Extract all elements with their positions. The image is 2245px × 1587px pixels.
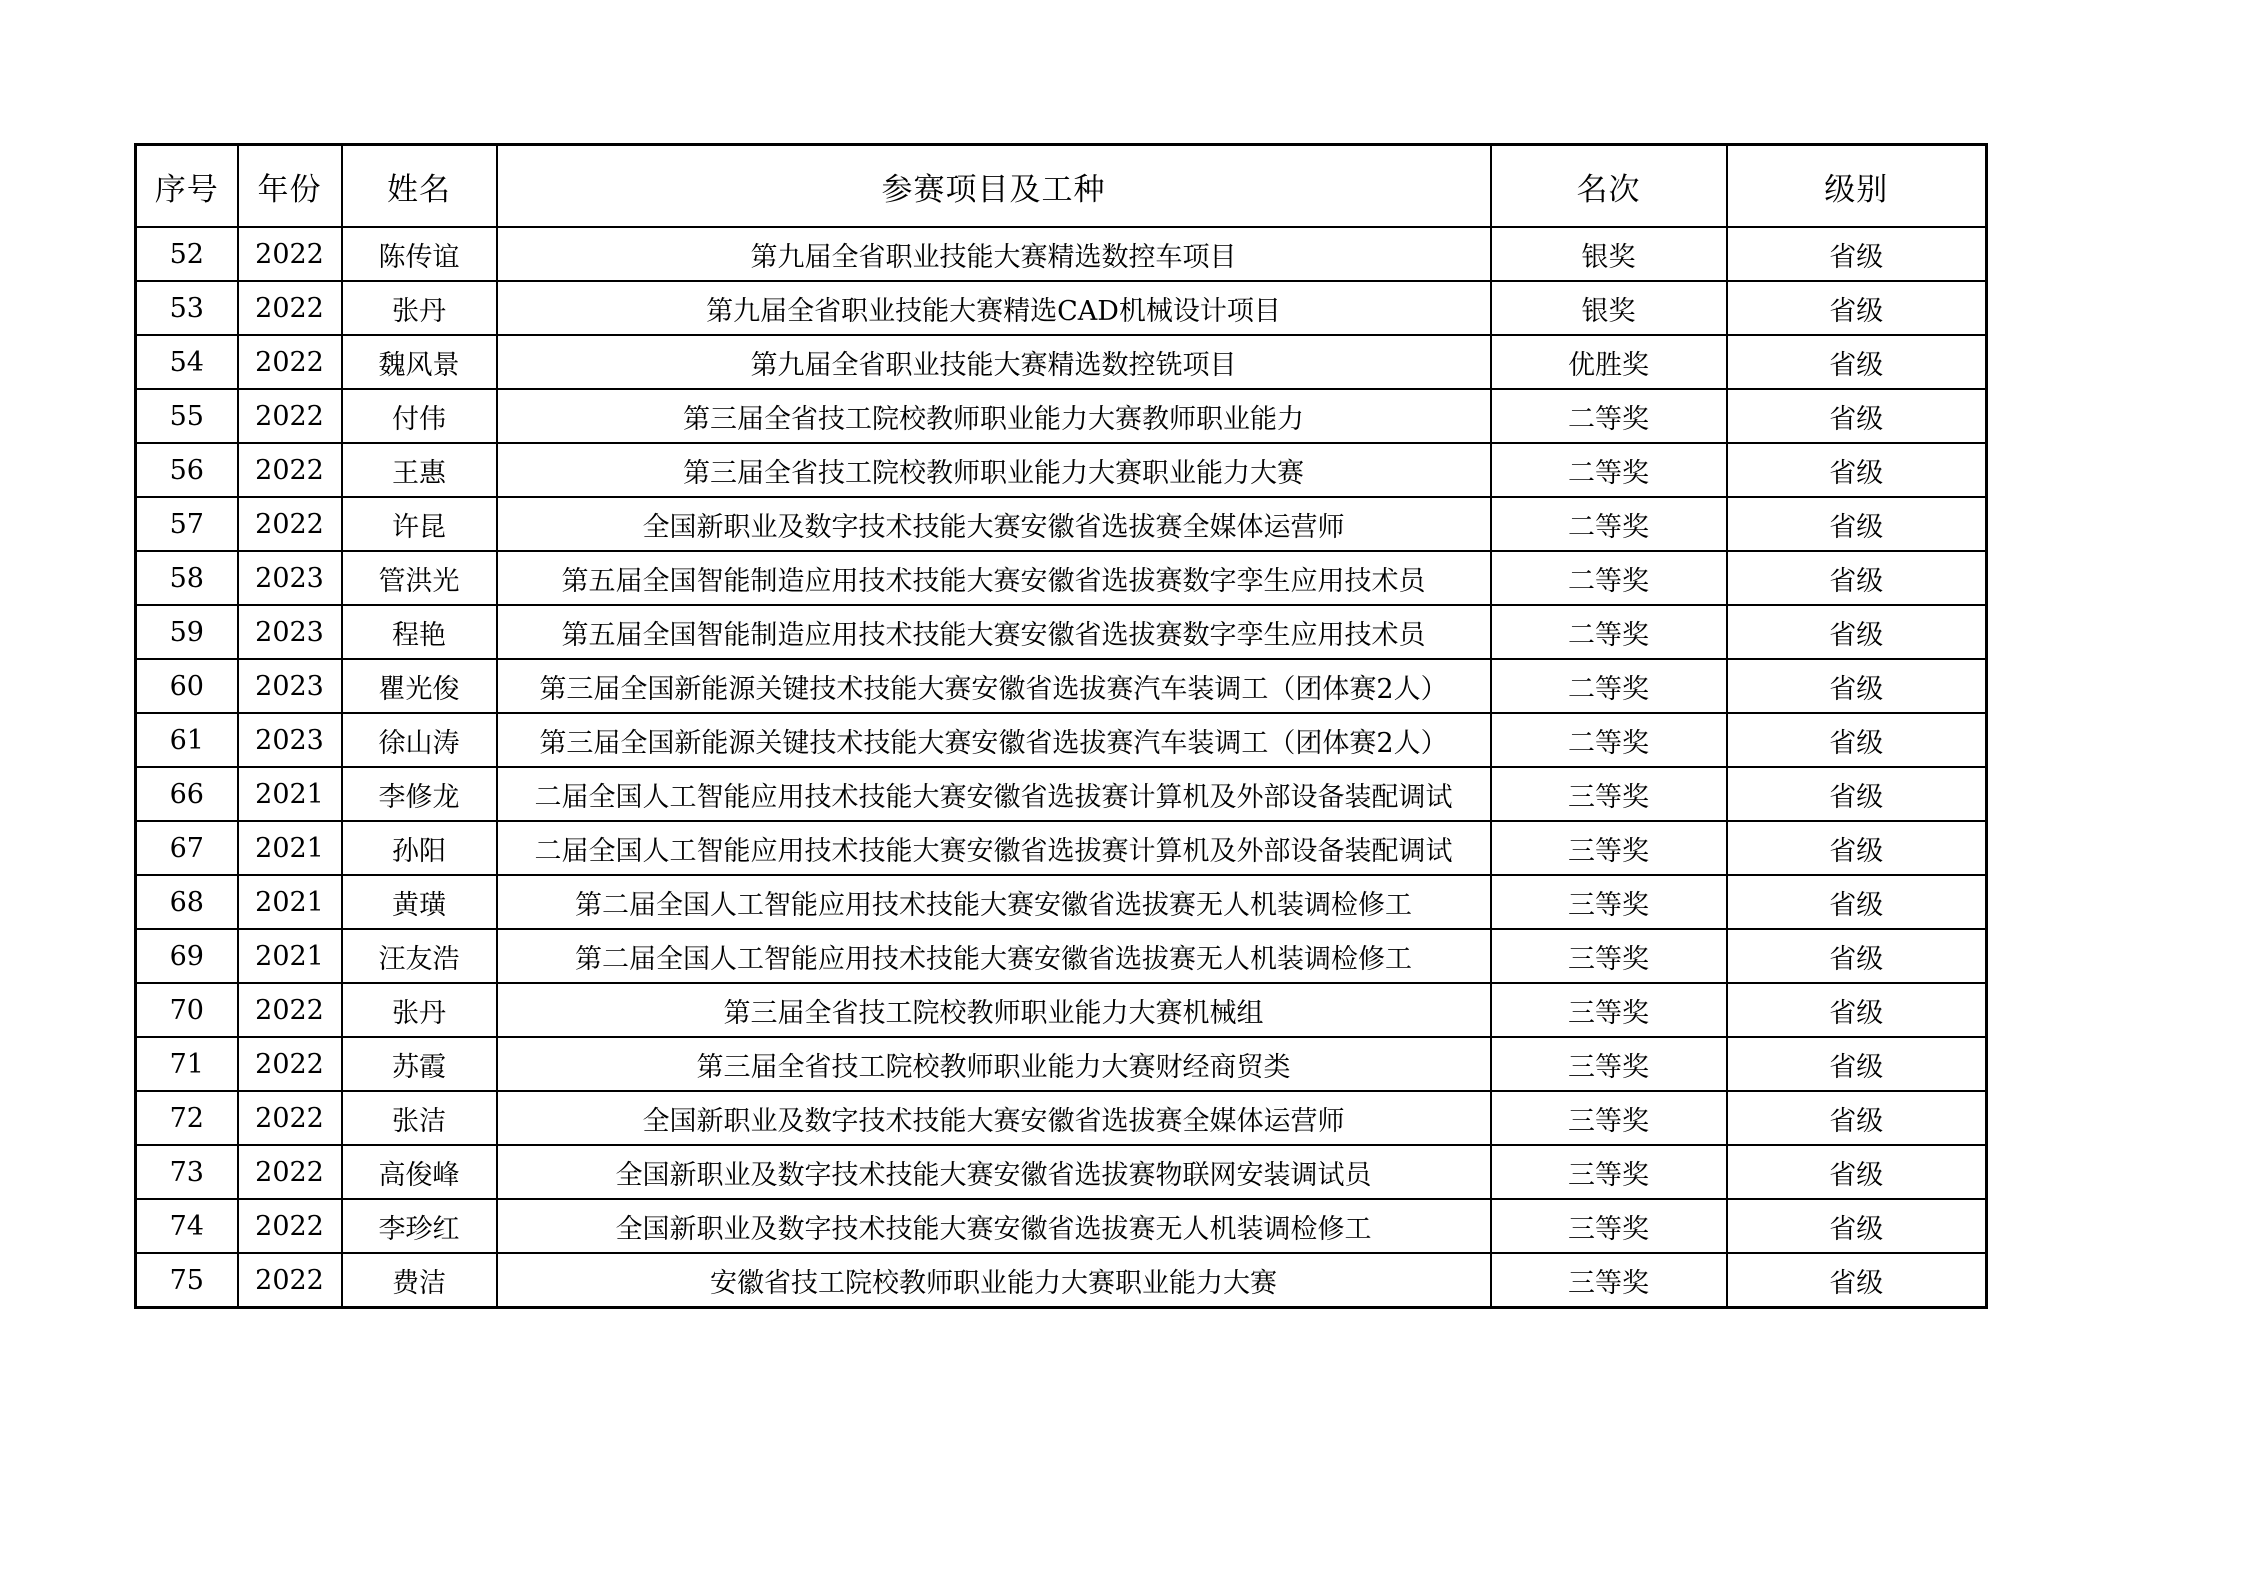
cell-level: 省级 [1727,605,1987,659]
cell-year: 2022 [238,389,342,443]
cell-project: 第三届全省技工院校教师职业能力大赛教师职业能力 [497,389,1491,443]
header-name: 姓名 [342,145,497,228]
cell-name: 张洁 [342,1091,497,1145]
header-level: 级别 [1727,145,1987,228]
cell-project: 全国新职业及数字技术技能大赛安徽省选拔赛全媒体运营师 [497,1091,1491,1145]
table-row [136,1091,1987,1145]
table-row [136,1199,1987,1253]
cell-rank: 三等奖 [1491,1253,1727,1308]
table-row [136,443,1987,497]
cell-level: 省级 [1727,497,1987,551]
cell-project: 第三届全国新能源关键技术技能大赛安徽省选拔赛汽车装调工（团体赛2人） [497,659,1491,713]
cell-level: 省级 [1727,1253,1987,1308]
cell-project: 二届全国人工智能应用技术技能大赛安徽省选拔赛计算机及外部设备装配调试 [497,767,1491,821]
cell-year: 2022 [238,1091,342,1145]
cell-index: 73 [136,1145,238,1199]
table-row [136,767,1987,821]
cell-level: 省级 [1727,659,1987,713]
cell-year: 2023 [238,659,342,713]
cell-level: 省级 [1727,1037,1987,1091]
cell-year: 2022 [238,497,342,551]
cell-index: 57 [136,497,238,551]
cell-project: 第二届全国人工智能应用技术技能大赛安徽省选拔赛无人机装调检修工 [497,929,1491,983]
cell-year: 2021 [238,767,342,821]
cell-year: 2022 [238,1199,342,1253]
table-header [136,145,1987,228]
cell-index: 53 [136,281,238,335]
cell-year: 2022 [238,281,342,335]
table-row [136,983,1987,1037]
cell-index: 58 [136,551,238,605]
cell-name: 汪友浩 [342,929,497,983]
cell-project: 第三届全国新能源关键技术技能大赛安徽省选拔赛汽车装调工（团体赛2人） [497,713,1491,767]
header-index: 序号 [136,145,238,228]
cell-name: 孙阳 [342,821,497,875]
cell-name: 王惠 [342,443,497,497]
cell-level: 省级 [1727,227,1987,281]
cell-year: 2023 [238,713,342,767]
cell-year: 2023 [238,551,342,605]
cell-level: 省级 [1727,821,1987,875]
cell-project: 第三届全省技工院校教师职业能力大赛财经商贸类 [497,1037,1491,1091]
cell-year: 2023 [238,605,342,659]
table-row [136,551,1987,605]
cell-name: 瞿光俊 [342,659,497,713]
cell-index: 69 [136,929,238,983]
cell-name: 张丹 [342,983,497,1037]
cell-index: 59 [136,605,238,659]
cell-year: 2022 [238,1145,342,1199]
cell-rank: 三等奖 [1491,1037,1727,1091]
cell-index: 55 [136,389,238,443]
table-body [136,227,1987,1308]
cell-level: 省级 [1727,1199,1987,1253]
cell-name: 许昆 [342,497,497,551]
cell-index: 71 [136,1037,238,1091]
table-row [136,1037,1987,1091]
cell-rank: 三等奖 [1491,1199,1727,1253]
cell-rank: 优胜奖 [1491,335,1727,389]
cell-level: 省级 [1727,767,1987,821]
cell-rank: 二等奖 [1491,389,1727,443]
cell-name: 李珍红 [342,1199,497,1253]
cell-project: 安徽省技工院校教师职业能力大赛职业能力大赛 [497,1253,1491,1308]
cell-year: 2022 [238,983,342,1037]
cell-project: 第九届全省职业技能大赛精选数控车项目 [497,227,1491,281]
cell-level: 省级 [1727,929,1987,983]
cell-level: 省级 [1727,1091,1987,1145]
cell-project: 全国新职业及数字技术技能大赛安徽省选拔赛全媒体运营师 [497,497,1491,551]
cell-rank: 二等奖 [1491,443,1727,497]
cell-name: 李修龙 [342,767,497,821]
cell-year: 2022 [238,443,342,497]
table-row [136,1253,1987,1308]
cell-name: 高俊峰 [342,1145,497,1199]
table-row [136,1145,1987,1199]
header-rank: 名次 [1491,145,1727,228]
cell-name: 付伟 [342,389,497,443]
cell-rank: 三等奖 [1491,767,1727,821]
table-row [136,659,1987,713]
header-project: 参赛项目及工种 [497,145,1491,228]
cell-rank: 二等奖 [1491,713,1727,767]
header-row [136,145,1987,228]
table-row [136,497,1987,551]
cell-year: 2021 [238,875,342,929]
table-row [136,875,1987,929]
cell-index: 72 [136,1091,238,1145]
cell-index: 60 [136,659,238,713]
cell-index: 54 [136,335,238,389]
cell-rank: 二等奖 [1491,659,1727,713]
cell-project: 第二届全国人工智能应用技术技能大赛安徽省选拔赛无人机装调检修工 [497,875,1491,929]
cell-index: 61 [136,713,238,767]
cell-year: 2022 [238,1037,342,1091]
cell-project: 全国新职业及数字技术技能大赛安徽省选拔赛物联网安装调试员 [497,1145,1491,1199]
cell-year: 2021 [238,821,342,875]
cell-project: 第三届全省技工院校教师职业能力大赛职业能力大赛 [497,443,1491,497]
cell-rank: 三等奖 [1491,983,1727,1037]
cell-project: 第五届全国智能制造应用技术技能大赛安徽省选拔赛数字孪生应用技术员 [497,551,1491,605]
cell-project: 第五届全国智能制造应用技术技能大赛安徽省选拔赛数字孪生应用技术员 [497,605,1491,659]
cell-name: 陈传谊 [342,227,497,281]
cell-index: 66 [136,767,238,821]
cell-name: 黄璜 [342,875,497,929]
table-row [136,929,1987,983]
table-row [136,713,1987,767]
cell-year: 2022 [238,335,342,389]
table-row [136,227,1987,281]
cell-index: 70 [136,983,238,1037]
table-row [136,389,1987,443]
cell-level: 省级 [1727,713,1987,767]
cell-index: 68 [136,875,238,929]
cell-level: 省级 [1727,983,1987,1037]
cell-name: 费洁 [342,1253,497,1308]
cell-index: 75 [136,1253,238,1308]
cell-level: 省级 [1727,281,1987,335]
cell-project: 第九届全省职业技能大赛精选CAD机械设计项目 [497,281,1491,335]
cell-level: 省级 [1727,389,1987,443]
cell-index: 74 [136,1199,238,1253]
cell-level: 省级 [1727,875,1987,929]
table-row [136,281,1987,335]
awards-table [134,143,1988,1309]
cell-rank: 二等奖 [1491,551,1727,605]
cell-name: 管洪光 [342,551,497,605]
cell-project: 二届全国人工智能应用技术技能大赛安徽省选拔赛计算机及外部设备装配调试 [497,821,1491,875]
table-row [136,605,1987,659]
cell-rank: 三等奖 [1491,929,1727,983]
cell-index: 67 [136,821,238,875]
table-row [136,821,1987,875]
cell-level: 省级 [1727,443,1987,497]
cell-project: 第九届全省职业技能大赛精选数控铣项目 [497,335,1491,389]
cell-rank: 二等奖 [1491,605,1727,659]
cell-name: 徐山涛 [342,713,497,767]
table-row [136,335,1987,389]
cell-project: 第三届全省技工院校教师职业能力大赛机械组 [497,983,1491,1037]
cell-rank: 三等奖 [1491,1145,1727,1199]
cell-year: 2022 [238,227,342,281]
cell-level: 省级 [1727,335,1987,389]
cell-name: 张丹 [342,281,497,335]
header-year: 年份 [238,145,342,228]
cell-year: 2022 [238,1253,342,1308]
cell-rank: 银奖 [1491,281,1727,335]
cell-project: 全国新职业及数字技术技能大赛安徽省选拔赛无人机装调检修工 [497,1199,1491,1253]
cell-name: 程艳 [342,605,497,659]
cell-level: 省级 [1727,1145,1987,1199]
cell-rank: 银奖 [1491,227,1727,281]
cell-index: 56 [136,443,238,497]
cell-rank: 三等奖 [1491,1091,1727,1145]
cell-rank: 三等奖 [1491,875,1727,929]
cell-rank: 三等奖 [1491,821,1727,875]
cell-year: 2021 [238,929,342,983]
cell-name: 魏风景 [342,335,497,389]
cell-level: 省级 [1727,551,1987,605]
cell-rank: 二等奖 [1491,497,1727,551]
cell-name: 苏霞 [342,1037,497,1091]
cell-index: 52 [136,227,238,281]
